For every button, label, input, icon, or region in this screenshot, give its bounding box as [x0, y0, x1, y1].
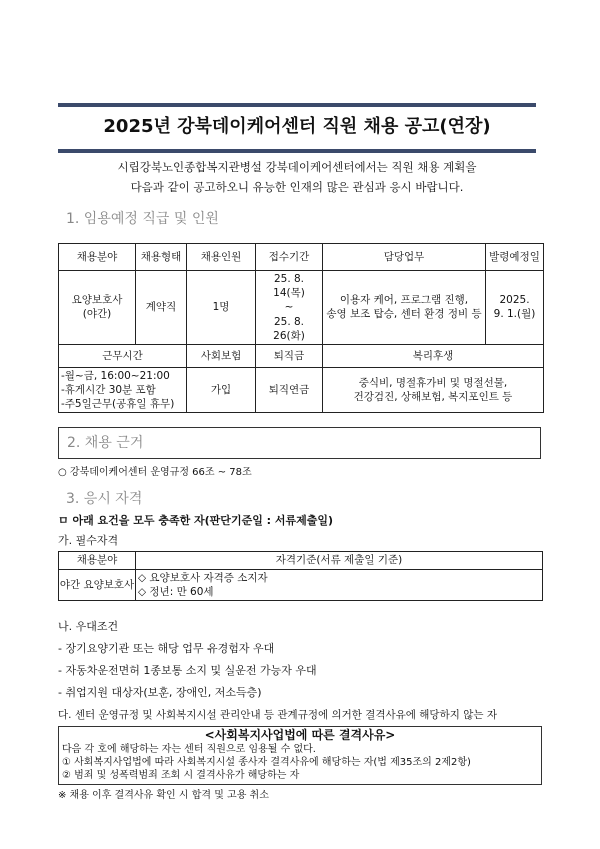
- cell-hours: -월~금, 16:00~21:00 -휴게시간 30분 포함 -주5일근무(공휴일 휴무): [59, 367, 187, 413]
- disqualification-label: 다. 센터 운영규정 및 사회복지시설 관리안내 등 관계규정에 의거한 결격사유에 해당하지 않는 자: [58, 708, 497, 721]
- cell-duties: 이용자 케어, 프로그램 진행, 송영 보조 탑승, 센터 환경 정비 등: [323, 271, 486, 345]
- th-period: 접수기간: [256, 244, 323, 271]
- section2-text: ○ 강북데이케어센터 운영규정 66조 ~ 78조: [58, 467, 252, 479]
- th-benefits: 복리후생: [323, 344, 544, 367]
- th-count: 채용인원: [187, 244, 256, 271]
- preferred-label: 나. 우대조건: [58, 619, 119, 633]
- cell-severance: 퇴직연금: [256, 367, 323, 413]
- page-title: 2025년 강북데이케어센터 직원 채용 공고(연장): [103, 116, 491, 137]
- qualification-table: [58, 551, 543, 601]
- cell-start-date: 2025. 9. 1.(월): [486, 271, 544, 345]
- note: ※ 채용 이후 결격사유 확인 시 합격 및 고용 취소: [58, 789, 269, 801]
- title-top-rule: [58, 103, 536, 107]
- cell-benefits: 중식비, 명절휴가비 및 명절선물, 건강검진, 상해보험, 복지포인트 등: [323, 367, 544, 413]
- cell-type: 계약직: [136, 271, 187, 345]
- intro-line-2: 다음과 같이 공고하오니 유능한 인재의 많은 관심과 응시 바랍니다.: [130, 180, 464, 194]
- required-label: 가. 필수자격: [58, 534, 119, 548]
- th-hours: 근무시간: [59, 344, 187, 367]
- box-title: <사회복지사업법에 따른 결격사유>: [204, 727, 396, 742]
- box-line: ② 범죄 및 성폭력범죄 조회 시 결격사유가 해당하는 자: [62, 769, 300, 781]
- cell-period: 25. 8. 14(목) ~ 25. 8. 26(화): [256, 271, 323, 345]
- title-bottom-rule: [58, 149, 536, 153]
- section2-heading: 2. 채용 근거: [67, 435, 144, 452]
- section3-heading: 3. 응시 자격: [66, 491, 143, 508]
- intro-line-1: 시립강북노인종합복지관병설 강북데이케어센터에서는 직원 채용 계획을: [117, 160, 477, 174]
- box-line: 다음 각 호에 해당하는 자는 센터 직원으로 임용될 수 없다.: [62, 743, 316, 755]
- cell-insurance: 가입: [187, 367, 256, 413]
- th-field: 채용분야: [59, 552, 136, 569]
- cell-criteria: ◇ 요양보호사 자격증 소지자 ◇ 정년: 만 60세: [136, 569, 543, 600]
- disqualification-box: [58, 726, 542, 785]
- box-line: ① 사회복지사업법에 따라 사회복지시설 종사자 결격사유에 해당하는 자(법 제35조의 2제2항): [62, 756, 471, 768]
- th-criteria: 자격기준(서류 제출일 기준): [136, 552, 543, 569]
- cell-count: 1명: [187, 271, 256, 345]
- preferred-item: - 장기요양기관 또는 해당 업무 유경험자 우대: [58, 641, 275, 655]
- th-insurance: 사회보험: [187, 344, 256, 367]
- preferred-item: - 자동차운전면허 1종보통 소지 및 실운전 가능자 우대: [58, 663, 317, 677]
- requirement-bullet: ㅁ 아래 요건을 모두 충족한 자(판단기준일 : 서류제출일): [58, 514, 334, 528]
- th-severance: 퇴직금: [256, 344, 323, 367]
- th-type: 채용형태: [136, 244, 187, 271]
- th-duties: 담당업무: [323, 244, 486, 271]
- th-start-date: 발령예정일: [486, 244, 544, 271]
- th-field: 채용분야: [59, 244, 136, 271]
- position-table: [58, 243, 544, 413]
- cell-field: 야간 요양보호사: [59, 569, 136, 600]
- section1-heading: 1. 임용예정 직급 및 인원: [66, 211, 219, 227]
- preferred-item: - 취업지원 대상자(보훈, 장애인, 저소득층): [58, 685, 262, 699]
- cell-field: 요양보호사 (야간): [59, 271, 136, 345]
- section2-box: [58, 427, 541, 459]
